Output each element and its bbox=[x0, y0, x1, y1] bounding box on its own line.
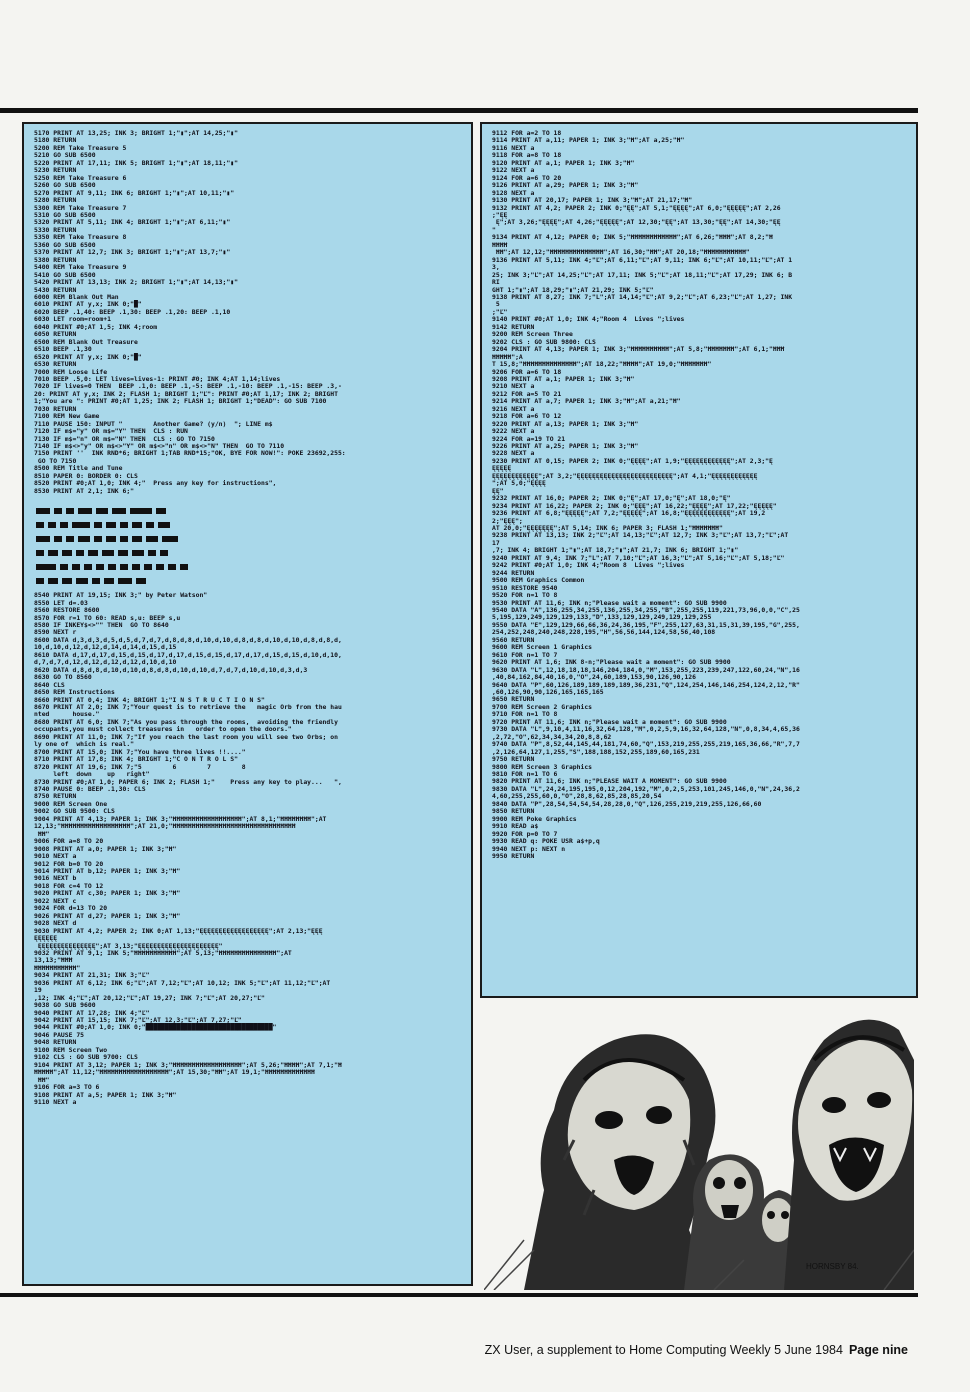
program-listing-right: 9112 FOR a=2 TO 18 9114 PRINT AT a,11; PAPER 1; INK 3;"Ħ";AT a,25;"Ħ" 9116 NEXT a 9118 FOR a=8 TO 18 9120 PRINT AT a,1; PAPER 1; INK 3;"Ħ" 9122 NEXT a 9124 FOR a=6 TO 20 9126 PRINT AT a,29; PAPER 1; INK 3;"Ħ" 9128 NEXT a 9130 PRINT AT 20,17; PAPER 1; INK 3;"Ħ";AT 21,17;"Ħ" 9132 PRINT AT 4,2; PAPER 2; INK 0;"ĘĘ";AT 5,1;"ĘĘĘĘ";AT 6,0;"ĘĘĘĘĘ";AT 2,26 ;"ĘĘ Ę";AT 3,26;"ĘĘĘĘ";AT 4,26;"ĘĘĘĘĘ";AT 12,30;"ĘĘ";AT 13,30;"ĘĘ";AT 14,30;"ĘĘ " 9134 PRINT AT 4,12; PAPER 0; INK 5;"ĦĦĦĦĦĦĦĦĦĦĦĦ";AT 6,26;"ĦĦĦ";AT 8,2;"Ħ ĦĦĦĦ ĦĦ";AT 12,12;"ĦĦĦĦĦĦĦĦĦĦĦĦĦĦ";AT 16,30;"ĦĦ";AT 20,18;"ĦĦĦĦĦĦĦĦĦĦĦ" 9136 PRINT AT 5,11; INK 4;"Ľ";AT 6,11;"Ľ";AT 9,11; INK 6;"Ľ";AT 10,11;"Ľ";AT 1 3, 25; INK 3;"Ľ";AT 14,25;"Ľ";AT 17,11; INK 5;"Ľ";AT 18,11;"Ľ";AT 17,29; INK 6; B RI GHT 1;"▮";AT 18,29;"▮";AT 21,29; INK 5;"Ľ" 9138 PRINT AT 8,27; INK 7;"L";AT 14,14;"Ľ";AT 9,2;"Ľ";AT 6,23;"Ľ";AT 1,27; INK 5 ;"Ľ" 9140 PRINT #0;AT 1,0; INK 4;"Room 4 Lives ";lives 9142 RETURN 9200 REM Screen Three 9202 CLS : GO SUB 9800: CLS 9204 PRINT AT 4,13; PAPER 1; INK 3;"ĦĦĦĦĦĦĦĦĦĦ";AT 5,8;"ĦĦĦĦĦĦĦ";AT 6,1;"ĦĦĦ ĦĦĦĦĦ";A T 15,8;"ĦĦĦĦĦĦĦĦĦĦĦĦĦĦ";AT 18,22;"ĦĦĦĦ";AT 19,0;"ĦĦĦĦĦĦĦ" 9206 FOR a=6 TO 18 9208 PRINT AT a,1; PAPER 1; INK 3;"Ħ" 9210 NEXT a 9212 FOR a=5 TO 21 9214 PRINT AT a,7; PAPER 1; INK 3;"Ħ";AT a,21;"Ħ" 9216 NEXT a 9218 FOR a=6 TO 12 9220 PRINT AT a,13; PAPER 1; INK 3;"Ħ" 9222 NEXT a 9224 FOR a=19 TO 21 9226 PRINT AT a,25; PAPER 1; INK 3;"Ħ" 9228 NEXT a 9230 PRINT AT 0,15; PAPER 2; INK 0;"ĘĘĘĘ";AT 1,9;"ĘĘĘĘĘĘĘĘĘĘĘĘ";AT 2,3;"Ę ĘĘĘĘĘ ĘĘĘĘĘĘĘĘĘĘĘĘ";AT 3,2;"ĘĘĘĘĘĘĘĘĘĘĘĘĘĘĘĘĘĘĘĘĘĘĘĘĘ";AT 4,1;"ĘĘĘĘĘĘĘĘĘĘĘĘ ";AT 5,0;"ĘĘĘĘ ĘĘ" 9232 PRINT AT 16,0; PAPER 2; INK 0;"Ę";AT 17,0;"Ę";AT 18,0;"Ę" 9234 PRINT AT 16,22; PAPER 2; INK 0;"ĘĘĘ";AT 16,22;"ĘĘĘĘ";AT 17,22;"ĘĘĘĘĘ" 9236 PRINT AT 6,8;"ĘĘĘĘĘ";AT 7,2;"ĘĘĘĘĘ";AT 16,8;"ĘĘĘĘĘĘĘĘĘĘĘĘ";AT 19,2 2;"ĘĘĘ"; AT 20,0;"ĘĘĘĘĘĘĘ";AT 5,14; INK 6; PAPER 3; FLASH 1;"ĦĦĦĦĦĦĦ" 9238 PRINT AT 13,13; INK 2;"Ľ";AT 14,13;"Ľ";AT 12,7; INK 3;"Ľ";AT 13,7;"Ľ";AT 17 ,7; INK 4; BRIGHT 1;"▮";AT 18,7;"▮";AT 21,7; INK 6; BRIGHT 1;"▮" 9240 PRINT AT 9,4; INK 7;"L";AT 7,10;"Ľ";AT 16,3;"Ľ";AT 5,16;"Ľ";AT 5,18;"Ľ" 9242 PRINT #0;AT 1,0; INK 4;"Room 8 Lives ";lives 9244 RETURN 9500 REM Graphics Common 9510 RESTORE 9540 9520 FOR n=1 TO 8 9530 PRINT AT 11,6; INK n;"Please wait a moment": GO SUB 9900 9540 DATA "A",136,255,34,255,136,255,34,255,"B",255,255,119,221,73,96,0,0,"C",25 5,195,129,249,129,129,133,"D",133,129,129,249,129,129,255 9550 DATA "E",129,129,66,66,36,24,36,195,"F",255,127,63,31,15,31,39,195,"G",255, 254,252,248,240,248,228,195,"H",56,56,144,124,58,56,40,108 9560 RETURN 9600 REM Screen 1 Graphics 9610 FOR n=1 TO 7 9620 PRINT AT 1,6; INK 8-n;"Please wait a moment": GO SUB 9900 9630 DATA "L",12,18,18,18,146,204,184,0,"M",153,255,223,239,247,122,60,24,"N",16 ,40,84,162,84,40,16,0,"O",24,60,189,153,90,126,90,126 9640 DATA "P",60,126,189,189,189,189,36,231,"Q",124,254,146,146,254,124,2,12,"R" ,60,126,90,90,126,165,165,165 9650 RETURN 9700 REM Screen 2 Graphics 9710 FOR n=1 TO 8 9720 PRINT AT 11,6; INK n;"Please wait a moment": GO SUB 9900 9730 DATA "L",9,10,4,11,16,32,64,128,"M",0,2,5,9,16,32,64,128,"N",0,8,34,4,65,36 ,2,72,"O",62,34,34,34,20,8,8,62 9740 DATA "P",8,52,44,145,44,181,74,60,"Q",153,219,255,255,219,165,36,66,"R",7,7 ,2,126,64,127,1,255,"S",188,188,152,255,189,60,165,231 9750 RETURN 9800 REM Screen 3 Graphics 9810 FOR n=1 TO 6 9820 PRINT AT 11,6; INK n;"PLEASE WAIT A MOMENT": GO SUB 9900 9830 DATA "L",24,24,195,195,0,12,204,192,"M",0,2,5,253,101,245,146,0,"N",24,36,2 4,60,255,255,60,0,"O",28,8,62,85,28,85,20,54 9840 DATA "P",28,54,54,54,54,28,28,0,"Q",126,255,219,219,255,126,66,60 9850 RETURN 9900 REM Poke Graphics 9910 READ a$ 9920 FOR p=0 TO 7 9930 READ q: POKE USR a$+p,q 9940 NEXT p: NEXT n 9950 RETURN bbox=[492, 129, 800, 860]
zombie-drawing bbox=[484, 1000, 914, 1290]
page-number: Page nine bbox=[848, 1343, 908, 1357]
listing-panel-left bbox=[22, 122, 473, 1286]
page-header bbox=[0, 80, 970, 110]
page-footer bbox=[485, 1343, 908, 1357]
footer-rule bbox=[0, 1293, 918, 1297]
program-listing-left-part-2: 8540 PRINT AT 19,15; INK 3;" by Peter Watson" 8550 LET d=.03 8560 RESTORE 8600 8570 FOR r=1 TO 60: READ s,u: BEEP s,u 8580 IF INKEY$<>"" THEN GO TO 8640 8590 NEXT r 8600 DATA d,3,d,3,d,5,d,5,d,7,d,7,d,8,d,8,d,10,d,10,d,8,d,8,d,10,d,10,d,8,d,8,d, 10,d,10,d,12,d,12,d,14,d,14,d,15,d,15 8610 DATA d,17,d,17,d,15,d,15,d,17,d,17,d,15,d,15,d,17,d,17,d,15,d,15,d,10,d,10, d,7,d,7,d,12,d,12,d,12,d,12,d,10,d,10 8620 DATA d,8,d,8,d,10,d,10,d,8,d,8,d,10,d,10,d,7,d,7,d,10,d,10,d,3,d,3 8630 GO TO 8560 8640 CLS 8650 REM Instructions 8660 PRINT AT 0,4; INK 4; BRIGHT 1;"I N S T R U C T I O N S" 8670 PRINT AT 2,0; INK 7;"Your quest is to retrieve the magic Orb from the hau nted house." 8680 PRINT AT 6,0; INK 7;"As you pass through the rooms, avoiding the friendly occupants,you must collect treasures in order to open the doors." 8690 PRINT AT 11,0; INK 7;"If you reach the last room you will see two Orbs; on ly one of which is real." 8700 PRINT AT 15,0; INK 7;"You have three lives !!...." 8710 PRINT AT 17,8; INK 4; BRIGHT 1;"C O N T R O L S" 8720 PRINT AT 19,6; INK 7;"5 6 7 8 left down up right" 8730 PRINT #0;AT 1,0; PAPER 6; INK 2; FLASH 1;" Press any key to play... ", 8740 PAUSE 0: BEEP .1,30: CLS 8750 RETURN 9000 REM Screen One 9002 GO SUB 9500: CLS 9004 PRINT AT 4,13; PAPER 1; INK 3;"ĦĦĦĦĦĦĦĦĦĦĦĦĦĦĦĦĦĦ";AT 8,1;"ĦĦĦĦĦĦĦĦ";AT 12,13;"ĦĦĦĦĦĦĦĦĦĦĦĦĦĦĦĦĦĦ";AT 21,0;"ĦĦĦĦĦĦĦĦĦĦĦĦĦĦĦĦĦĦĦĦĦĦĦĦĦĦĦĦĦĦĦĦ ĦĦ" 9006 FOR a=8 TO 20 9008 PRINT AT a,0; PAPER 1; INK 3;"Ħ" 9010 NEXT a 9012 FOR b=0 TO 20 9014 PRINT AT b,12; PAPER 1; INK 3;"Ħ" 9016 NEXT b 9018 FOR c=4 TO 12 9020 PRINT AT c,30; PAPER 1; INK 3;"Ħ" 9022 NEXT c 9024 FOR d=13 TO 20 9026 PRINT AT d,27; PAPER 1; INK 3;"Ħ" 9028 NEXT d 9030 PRINT AT 4,2; PAPER 2; INK 0;AT 1,13;"ĘĘĘĘĘĘĘĘĘĘĘĘĘĘĘĘĘĘ";AT 2,13;"ĘĘĘ ĘĘĘĘĘĘ ĘĘĘĘĘĘĘĘĘĘĘĘĘĘĘ";AT 3,13;"ĘĘĘĘĘĘĘĘĘĘĘĘĘĘĘĘĘĘĘĘĘ" 9032 PRINT AT 9,1; INK 5;"ĦĦĦĦĦĦĦĦĦĦĦ";AT 5,13;"ĦĦĦĦĦĦĦĦĦĦĦĦĦĦĦ";AT 13,13;"ĦĦĦ ĦĦĦĦĦĦĦĦĦĦĦ" 9034 PRINT AT 21,31; INK 3;"Ľ" 9036 PRINT AT 6,12; INK 6;"Ľ";AT 7,12;"Ľ";AT 10,12; INK 5;"Ľ";AT 11,12;"Ľ";AT 19 ,12; INK 4;"Ľ";AT 20,12;"Ľ";AT 19,27; INK 7;"Ľ";AT 20,27;"Ľ" 9038 GO SUB 9600 9040 PRINT AT 17,28; INK 4;"Ľ" 9042 PRINT AT 15,15; INK 7;"Ľ";AT 12,3;"Ľ";AT 7,27;"Ľ" 9044 PRINT #0;AT 1,0; INK 0;"█████████████████████████████████" 9046 PAUSE 75 9048 RETURN 9100 REM Screen Two 9102 CLS : GO SUB 9700: CLS 9104 PRINT AT 3,12; PAPER 1; INK 3;"ĦĦĦĦĦĦĦĦĦĦĦĦĦĦĦĦĦĦ";AT 5,26;"ĦĦĦĦ";AT 7,1;"Ħ ĦĦĦĦĦ";AT 11,12;"ĦĦĦĦĦĦĦĦĦĦĦĦĦĦĦĦĦĦ";AT 15,30;"ĦĦ";AT 19,1;"ĦĦĦĦĦĦĦĦĦĦĦĦĦ ĦĦ" 9106 FOR a=3 TO 6 9108 PRINT AT a,5; PAPER 1; INK 3;"Ħ" 9110 NEXT a bbox=[34, 591, 342, 1107]
program-listing-left-part-1: 5170 PRINT AT 13,25; INK 3; BRIGHT 1;"▮";AT 14,25;"▮" 5180 RETURN 5200 REM Take Treasure 5 5210 GO SUB 6500 5220 PRINT AT 17,11; INK 5; BRIGHT 1;"▮";AT 18,11;"▮" 5230 RETURN 5250 REM Take Treasure 6 5260 GO SUB 6500 5270 PRINT AT 9,11; INK 6; BRIGHT 1;"▮";AT 10,11;"▮" 5280 RETURN 5300 REM Take Treasure 7 5310 GO SUB 6500 5320 PRINT AT 5,11; INK 4; BRIGHT 1;"▮";AT 6,11;"▮" 5330 RETURN 5350 REM Take Treasure 8 5360 GO SUB 6500 5370 PRINT AT 12,7; INK 3; BRIGHT 1;"▮";AT 13,7;"▮" 5380 RETURN 5400 REM Take Treasure 9 5410 GO SUB 6500 5420 PRINT AT 13,13; INK 2; BRIGHT 1;"▮";AT 14,13;"▮" 5430 RETURN 6000 REM Blank Out Man 6010 PRINT AT y,x; INK 0;"█" 6020 BEEP .1,40: BEEP .1,30: BEEP .1,20: BEEP .1,10 6030 LET room=room+1 6040 PRINT #0;AT 1,5; INK 4;room 6050 RETURN 6500 REM Blank Out Treasure 6510 BEEP .1,30 6520 PRINT AT y,x; INK 0;"█" 6530 RETURN 7000 REM Loose Life 7010 BEEP .5,0: LET lives=lives-1: PRINT #0; INK 4;AT 1,14;lives 7020 IF lives=0 THEN BEEP .1,0: BEEP .1,-5: BEEP .1,-10: BEEP .1,-15: BEEP .3,- 20: PRINT AT y,x; INK 2; FLASH 1; BRIGHT 1;"Ľ": PRINT #0;AT 1,17; INK 2; BRIGHT 1;"You are ": PRINT #0;AT 1,25; INK 2; FLASH 1; BRIGHT 1;"DEAD": GO SUB 7100 7030 RETURN 7100 REM New Game 7110 PAUSE 150: INPUT " Another Game? (y/n) "; LINE m$ 7120 IF m$="y" OR m$="Y" THEN CLS : RUN 7130 IF m$="n" OR m$="N" THEN CLS : GO TO 7150 7140 IF m$<>"y" OR m$<>"Y" OR m$<>"n" OR m$<>"N" THEN GO TO 7110 7150 PRINT '' INK RND*6; BRIGHT 1;TAB RND*15;"OK, BYE FOR NOW!": POKE 23692,255: GO TO 7150 8500 REM Title and Tune 8510 PAPER 0: BORDER 0: CLS 8520 PRINT #0;AT 1,0; INK 4;" Press any key for instructions", 8530 PRINT AT 2,1; INK 6;" bbox=[34, 129, 346, 495]
header-rule bbox=[0, 108, 918, 113]
title-graphics-block bbox=[24, 495, 471, 586]
listing-panel-right bbox=[480, 122, 918, 998]
footer-publication: ZX User, a supplement to Home Computing Weekly 5 June 1984 bbox=[484, 1343, 843, 1357]
zombie-illustration bbox=[484, 1000, 914, 1290]
artist-signature: HORNSBY 84. bbox=[806, 1262, 859, 1271]
